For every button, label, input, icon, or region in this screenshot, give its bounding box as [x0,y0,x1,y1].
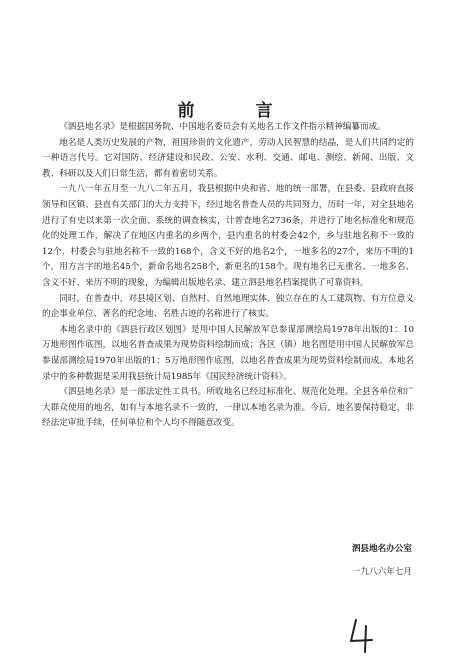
signature-date: 一九八六年七月 [351,567,412,577]
page-title: 前 言 [177,101,295,121]
paragraph-6: 《泗县地名录》是一部法定性工具书。所收地名已经过标准化、规范化处理。全县各单位和广大群众使用的地名，如有与本地名录不一致的，一律以本地名录为准。今后，地名要保持稳定，非经法定审批手续，任何单位和个人均不得随意改变。 [42,387,414,429]
paragraph-4: 同时，在普查中，对县境区划、自然村、自然地理实体、独立存在的人工建筑物、有方位意义的企事业单位、著名的纪念地、名胜古迹的名称进行了核实。 [42,293,414,320]
handwritten-page-number [348,614,378,654]
paragraph-2: 地名是人类历史发展的产物，祖国珍贵的文化遗产，劳动人民智慧的结晶，是人们共同约定的一种语言代号。它对国防、经济建设和民政、公安、水利、交通、邮电、测绘、新闻、出版、文教、科研以及人们日常生活，都有着密切关系。 [42,137,414,179]
signature-org: 泗县地名办公室 [351,544,412,554]
paragraph-3: 一九八一年五月至一九八二年五月，我县根据中央和省、地的统一部署，在县委、县政府直接领导和区镇、县直有关部门的大力支持下，经过地名普查人员的共同努力，历时一年，对全县地名进行了有史以来第一次全面、系统的调查核实，计普查地名2736条，并进行了地名标准化和规范化的处理工作，解决了在地区内重名的乡两个，县内重名的村委会42个，乡与驻地名称不一致的12个，村委会与驻地名称不一致的168个，含义不好的地名2个，一地多名的27个，来历不明的1个，用方言字的地名45个，新命名地名258个，新更名的158个。现有地名已无重名、一地多名、含义不好、来历不明的现象，为编辑出版地名录、建立泗县地名档案提供了可靠资料。 [42,184,414,288]
paragraph-1: 《泗县地名录》是根据国务院、中国地名委员会有关地名工作文件指示精神编纂而成。 [59,122,386,132]
preface-body [42,120,414,432]
paragraph-5: 本地名录中的《泗县行政区划图》是用中国人民解放军总参谋部测绘局1978年出版的1：10万地形图作底图，以地名普查成果为现势资料绘制而成；各区（镇）地名图是用中国人民解放军总参谋部测绘局1970年出版的1：5万地形图作底图，以地名普查成果为现势资料绘制而成。本地名录中的多种数据是采用我县统计局1985年《国民经济统计资料》。 [42,324,414,382]
